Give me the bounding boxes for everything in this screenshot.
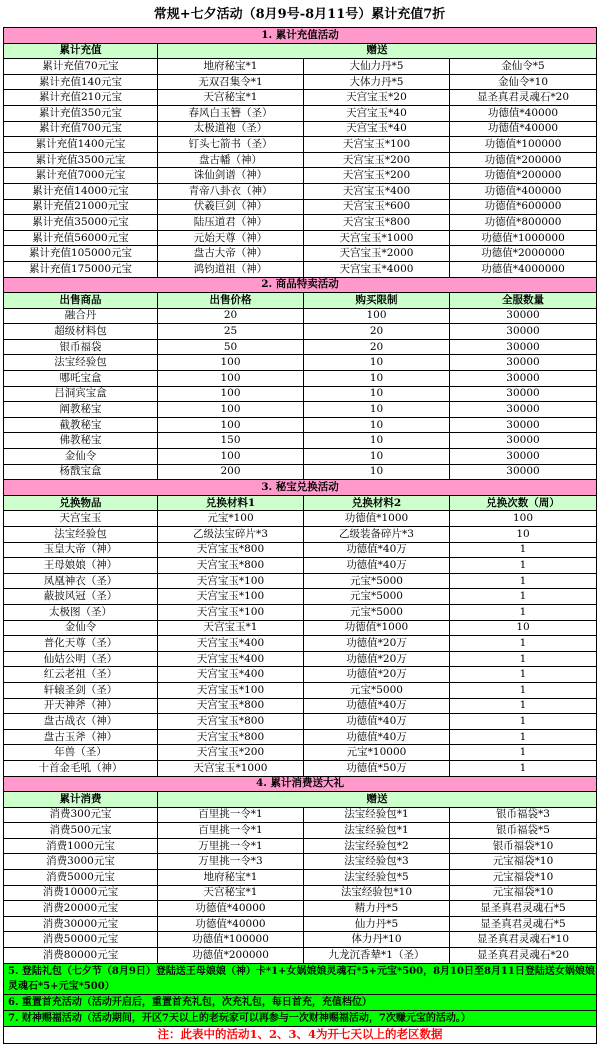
table-row	[4, 901, 597, 917]
table-row	[4, 558, 597, 574]
table-cell: 天宫宝玉*800	[304, 215, 450, 231]
table-cell: 功德值*40万	[304, 558, 450, 574]
table-cell: 天宫宝玉*600	[304, 199, 450, 215]
table-cell: 1	[450, 651, 597, 667]
table-cell: 年兽（圣）	[4, 745, 158, 761]
table-cell: 普化天尊（圣）	[4, 636, 158, 652]
section-title: 1. 累计充值活动	[4, 28, 597, 44]
table-cell: 天宫宝玉*20	[304, 90, 450, 106]
column-header: 出售价格	[158, 293, 304, 309]
table-cell: 吕洞宾宝盒	[4, 386, 158, 402]
table-cell: 25	[158, 324, 304, 340]
column-header: 兑换物品	[4, 495, 158, 511]
table-cell: 天宫宝玉*40	[304, 105, 450, 121]
table-row	[4, 402, 597, 418]
table-cell: 累计充值14000元宝	[4, 183, 158, 199]
table-cell: 10	[450, 527, 597, 543]
table-cell: 盘古玉斧（神）	[4, 729, 158, 745]
table-cell: 100	[304, 308, 450, 324]
table-cell: 30000	[450, 417, 597, 433]
table-cell: 30000	[450, 386, 597, 402]
table-cell: 天宫秘宝*1	[158, 90, 304, 106]
table-cell: 天宫宝玉*100	[158, 682, 304, 698]
table-cell: 显圣真君灵魂石*5	[450, 916, 597, 932]
table-cell: 功德值*20万	[304, 651, 450, 667]
table-cell: 功德值*400000	[450, 183, 597, 199]
table-cell: 凤凰神衣（圣）	[4, 573, 158, 589]
table-cell: 天宫宝玉*800	[158, 698, 304, 714]
table-cell: 10	[304, 433, 450, 449]
table-cell: 万里挑一令*3	[158, 854, 304, 870]
table-row	[4, 137, 597, 153]
table-cell: 佛教秘宝	[4, 433, 158, 449]
section-2-title-row	[4, 277, 597, 293]
table-row	[4, 932, 597, 948]
table-cell: 太极图（圣）	[4, 604, 158, 620]
table-cell: 大仙力丹*5	[304, 59, 450, 75]
table-cell: 天宫秘宝*1	[158, 885, 304, 901]
table-cell: 累计充值700元宝	[4, 121, 158, 137]
table-cell: 截教秘宝	[4, 417, 158, 433]
table-row	[4, 433, 597, 449]
table-row	[4, 714, 597, 730]
table-row	[4, 105, 597, 121]
table-cell: 消费300元宝	[4, 807, 158, 823]
table-cell: 功德值*40000	[158, 901, 304, 917]
section-3-header-row	[4, 495, 597, 511]
table-cell: 150	[158, 433, 304, 449]
table-row	[4, 542, 597, 558]
table-row	[4, 246, 597, 262]
table-cell: 天宫宝玉*800	[158, 542, 304, 558]
table-cell: 功德值*40000	[450, 121, 597, 137]
column-header: 兑换材料1	[158, 495, 304, 511]
table-cell: 法宝经验包*10	[304, 885, 450, 901]
table-row	[4, 527, 597, 543]
table-row	[4, 355, 597, 371]
table-cell: 1	[450, 729, 597, 745]
note-row	[4, 1026, 597, 1043]
table-cell: 消费1000元宝	[4, 838, 158, 854]
table-cell: 累计充值7000元宝	[4, 168, 158, 184]
table-row	[4, 948, 597, 964]
table-cell: 1	[450, 636, 597, 652]
table-cell: 诛仙剑谱（神）	[158, 168, 304, 184]
table-cell: 天宫宝玉*400	[304, 183, 450, 199]
table-cell: 天宫宝玉*1000	[304, 230, 450, 246]
table-cell: 仙力丹*5	[304, 916, 450, 932]
table-cell: 30000	[450, 433, 597, 449]
table-cell: 累计充值21000元宝	[4, 199, 158, 215]
table-cell: 30000	[450, 355, 597, 371]
table-cell: 天宫宝玉*800	[158, 729, 304, 745]
table-cell: 陆压道君（神）	[158, 215, 304, 231]
section-5-login-gift-row	[4, 963, 597, 994]
table-cell: 1	[450, 542, 597, 558]
table-cell: 法宝经验包*1	[304, 823, 450, 839]
table-row	[4, 823, 597, 839]
table-row	[4, 651, 597, 667]
column-header: 全服数量	[450, 293, 597, 309]
table-cell: 元宝福袋*10	[450, 854, 597, 870]
promo-text: 6. 重置首充活动（活动开启后，重置首充礼包，次充礼包，每日首充，充值档位）	[4, 994, 597, 1010]
table-cell: 超级材料包	[4, 324, 158, 340]
table-cell: 玉皇大帝（神）	[4, 542, 158, 558]
promo-text: 7. 财神赐福活动（活动期间，开区7天以上的老玩家可以再参与一次财神赐福活动，7次赚元宝的活动。）	[4, 1010, 597, 1026]
table-cell: 10	[304, 417, 450, 433]
table-cell: 银币福袋	[4, 339, 158, 355]
table-cell: 功德值*100000	[450, 137, 597, 153]
table-cell: 功德值*1000	[304, 620, 450, 636]
table-cell: 大体力丹*5	[304, 74, 450, 90]
table-cell: 伏羲巨剑（神）	[158, 199, 304, 215]
table-cell: 盘古大帝（神）	[158, 246, 304, 262]
table-cell: 功德值*20万	[304, 636, 450, 652]
table-cell: 天宫宝玉*100	[158, 589, 304, 605]
table-cell: 金仙令	[4, 449, 158, 465]
table-cell: 1	[450, 714, 597, 730]
table-cell: 30000	[450, 308, 597, 324]
table-cell: 10	[304, 464, 450, 480]
table-cell: 天宫宝玉*800	[158, 714, 304, 730]
table-row	[4, 464, 597, 480]
table-cell: 20	[304, 324, 450, 340]
table-row	[4, 371, 597, 387]
table-cell: 1	[450, 760, 597, 776]
table-cell: 天宫宝玉*100	[158, 573, 304, 589]
table-row	[4, 807, 597, 823]
table-cell: 100	[158, 386, 304, 402]
table-cell: 功德值*600000	[450, 199, 597, 215]
table-cell: 功德值*40万	[304, 698, 450, 714]
table-cell: 哪吒宝盒	[4, 371, 158, 387]
table-cell: 银币福袋*3	[450, 807, 597, 823]
table-cell: 元宝*5000	[304, 682, 450, 698]
table-row	[4, 386, 597, 402]
table-row	[4, 449, 597, 465]
table-row	[4, 870, 597, 886]
table-cell: 显圣真君灵魂石*20	[450, 948, 597, 964]
table-cell: 消费5000元宝	[4, 870, 158, 886]
table-cell: 青帝八卦衣（神）	[158, 183, 304, 199]
table-cell: 元宝*10000	[304, 745, 450, 761]
section-title: 3. 秘宝兑换活动	[4, 480, 597, 496]
table-row	[4, 168, 597, 184]
table-row	[4, 636, 597, 652]
table-cell: 累计充值70元宝	[4, 59, 158, 75]
table-cell: 10	[304, 371, 450, 387]
table-cell: 100	[158, 449, 304, 465]
activity-table	[3, 27, 597, 1044]
column-header: 兑换材料2	[304, 495, 450, 511]
table-cell: 天宫宝玉*1	[158, 620, 304, 636]
table-cell: 法宝经验包*3	[304, 854, 450, 870]
table-cell: 功德值*800000	[450, 215, 597, 231]
table-row	[4, 215, 597, 231]
table-cell: 消费30000元宝	[4, 916, 158, 932]
table-cell: 轩辕圣剑（圣）	[4, 682, 158, 698]
table-cell: 元宝福袋*10	[450, 885, 597, 901]
table-cell: 天宫宝玉*400	[158, 636, 304, 652]
table-cell: 体力丹*10	[304, 932, 450, 948]
table-cell: 30000	[450, 339, 597, 355]
table-cell: 元宝*100	[158, 511, 304, 527]
table-cell: 精力丹*5	[304, 901, 450, 917]
table-cell: 20	[304, 339, 450, 355]
table-cell: 乙级装备碎片*3	[304, 527, 450, 543]
section-title: 2. 商品特卖活动	[4, 277, 597, 293]
table-row	[4, 183, 597, 199]
section-7-fortune-row	[4, 1010, 597, 1026]
table-cell: 消费10000元宝	[4, 885, 158, 901]
table-cell: 法宝经验包*5	[304, 870, 450, 886]
table-cell: 30000	[450, 464, 597, 480]
table-cell: 累计充值56000元宝	[4, 230, 158, 246]
table-row	[4, 417, 597, 433]
table-cell: 显圣真君灵魂石*20	[450, 90, 597, 106]
table-cell: 功德值*20万	[304, 667, 450, 683]
table-cell: 功德值*50万	[304, 760, 450, 776]
table-cell: 功德值*100000	[158, 932, 304, 948]
table-row	[4, 854, 597, 870]
table-cell: 累计充值105000元宝	[4, 246, 158, 262]
table-cell: 九龙沉香辇*1（圣）	[304, 948, 450, 964]
table-cell: 10	[304, 355, 450, 371]
section-2-header-row	[4, 293, 597, 309]
table-cell: 200	[158, 464, 304, 480]
table-cell: 10	[304, 386, 450, 402]
table-cell: 仙姑公明（圣）	[4, 651, 158, 667]
table-cell: 法宝经验包	[4, 355, 158, 371]
table-row	[4, 698, 597, 714]
table-cell: 30000	[450, 371, 597, 387]
table-cell: 万里挑一令*1	[158, 838, 304, 854]
table-cell: 30000	[450, 402, 597, 418]
table-cell: 累计充值1400元宝	[4, 137, 158, 153]
table-row	[4, 90, 597, 106]
table-cell: 功德值*200000	[450, 168, 597, 184]
table-row	[4, 199, 597, 215]
table-row	[4, 59, 597, 75]
table-row	[4, 74, 597, 90]
table-row	[4, 339, 597, 355]
table-row	[4, 604, 597, 620]
table-cell: 天宫宝玉	[4, 511, 158, 527]
table-cell: 元宝*5000	[304, 604, 450, 620]
section-6-first-recharge-row	[4, 994, 597, 1010]
table-row	[4, 121, 597, 137]
table-cell: 消费20000元宝	[4, 901, 158, 917]
table-cell: 消费50000元宝	[4, 932, 158, 948]
table-cell: 累计充值210元宝	[4, 90, 158, 106]
table-cell: 百里挑一令*1	[158, 823, 304, 839]
table-cell: 开天神斧（神）	[4, 698, 158, 714]
table-cell: 消费3000元宝	[4, 854, 158, 870]
table-row	[4, 620, 597, 636]
table-cell: 王母娘娘（神）	[4, 558, 158, 574]
table-cell: 天宫宝玉*800	[158, 558, 304, 574]
table-cell: 功德值*40000	[158, 916, 304, 932]
table-cell: 十首金毛吼（神）	[4, 760, 158, 776]
table-row	[4, 745, 597, 761]
table-cell: 累计充值35000元宝	[4, 215, 158, 231]
footnote: 注：此表中的活动1、2、3、4为开七天以上的老区数据	[4, 1026, 597, 1043]
table-cell: 天宫宝玉*100	[158, 604, 304, 620]
table-row	[4, 760, 597, 776]
table-row	[4, 589, 597, 605]
table-cell: 天宫宝玉*400	[158, 651, 304, 667]
table-cell: 20	[158, 308, 304, 324]
table-cell: 1	[450, 558, 597, 574]
table-cell: 1	[450, 589, 597, 605]
table-cell: 蔽披风冠（圣）	[4, 589, 158, 605]
table-cell: 100	[450, 511, 597, 527]
table-cell: 元宝*5000	[304, 573, 450, 589]
column-header: 累计消费	[4, 792, 158, 808]
table-row	[4, 230, 597, 246]
table-cell: 地府秘宝*1	[158, 870, 304, 886]
table-cell: 天宫宝玉*40	[304, 121, 450, 137]
table-cell: 1	[450, 682, 597, 698]
table-row	[4, 916, 597, 932]
table-cell: 累计充值140元宝	[4, 74, 158, 90]
table-row	[4, 324, 597, 340]
table-cell: 1	[450, 745, 597, 761]
table-cell: 10	[304, 402, 450, 418]
table-cell: 天宫宝玉*100	[304, 137, 450, 153]
table-cell: 天宫宝玉*200	[304, 168, 450, 184]
table-cell: 功德值*40000	[450, 105, 597, 121]
table-cell: 累计充值3500元宝	[4, 152, 158, 168]
table-cell: 天宫宝玉*1000	[158, 760, 304, 776]
column-header: 赠送	[158, 43, 597, 59]
section-title: 4. 累计消费送大礼	[4, 776, 597, 792]
table-cell: 1	[450, 604, 597, 620]
table-row	[4, 152, 597, 168]
table-cell: 乙级法宝碎片*3	[158, 527, 304, 543]
section-4-header-row	[4, 792, 597, 808]
table-cell: 功德值*1000000	[450, 230, 597, 246]
table-cell: 盘古战衣（神）	[4, 714, 158, 730]
table-row	[4, 667, 597, 683]
table-cell: 100	[158, 355, 304, 371]
table-cell: 显圣真君灵魂石*5	[450, 901, 597, 917]
table-cell: 100	[158, 417, 304, 433]
table-cell: 法宝经验包*2	[304, 838, 450, 854]
column-header: 赠送	[158, 792, 597, 808]
table-row	[4, 729, 597, 745]
section-1-title-row	[4, 28, 597, 44]
table-cell: 显圣真君灵魂石*10	[450, 932, 597, 948]
table-cell: 天宫宝玉*200	[304, 152, 450, 168]
table-cell: 元宝*5000	[304, 589, 450, 605]
table-cell: 元始天尊（神）	[158, 230, 304, 246]
column-header: 购买限制	[304, 293, 450, 309]
table-row	[4, 885, 597, 901]
table-cell: 1	[450, 573, 597, 589]
activity-sheet	[3, 3, 596, 1044]
table-cell: 30000	[450, 324, 597, 340]
table-cell: 盘古幡（神）	[158, 152, 304, 168]
section-3-title-row	[4, 480, 597, 496]
table-cell: 1	[450, 667, 597, 683]
promo-text: 5. 登陆礼包（七夕节（8月9日）登陆送王母娘娘（神）卡*1+女娲娘娘灵魂石*5+元宝*500，8月10日至8月11日登陆送女娲娘娘灵魂石*5+元宝*500）	[4, 963, 597, 994]
table-cell: 杨戬宝盒	[4, 464, 158, 480]
table-row	[4, 308, 597, 324]
table-cell: 融合丹	[4, 308, 158, 324]
table-cell: 100	[158, 371, 304, 387]
table-cell: 金仙令*10	[450, 74, 597, 90]
table-cell: 10	[304, 449, 450, 465]
column-header: 累计充值	[4, 43, 158, 59]
table-cell: 功德值*200000	[450, 152, 597, 168]
table-cell: 功德值*1000	[304, 511, 450, 527]
table-row	[4, 838, 597, 854]
table-row	[4, 573, 597, 589]
table-cell: 金仙令	[4, 620, 158, 636]
table-cell: 30000	[450, 449, 597, 465]
table-row	[4, 682, 597, 698]
table-cell: 天宫宝玉*400	[158, 667, 304, 683]
section-1-header-row	[4, 43, 597, 59]
table-cell: 元宝福袋*10	[450, 870, 597, 886]
table-cell: 法宝经验包*1	[304, 807, 450, 823]
table-cell: 天宫宝玉*200	[158, 745, 304, 761]
column-header: 出售商品	[4, 293, 158, 309]
column-header: 兑换次数（周）	[450, 495, 597, 511]
page-title: 常规+七夕活动（8月9号-8月11号）累计充值7折	[153, 7, 446, 22]
table-cell: 功德值*40万	[304, 714, 450, 730]
table-cell: 1	[450, 698, 597, 714]
table-cell: 无双召集令*1	[158, 74, 304, 90]
section-4-title-row	[4, 776, 597, 792]
table-cell: 钉头七箭书（圣）	[158, 137, 304, 153]
table-cell: 消费500元宝	[4, 823, 158, 839]
table-cell: 功德值*2000000	[450, 246, 597, 262]
table-cell: 阐教秘宝	[4, 402, 158, 418]
table-cell: 功德值*4000000	[450, 261, 597, 277]
table-cell: 银币福袋*10	[450, 838, 597, 854]
table-cell: 春风白玉簪（圣）	[158, 105, 304, 121]
table-cell: 功德值*40万	[304, 542, 450, 558]
table-cell: 百里挑一令*1	[158, 807, 304, 823]
table-cell: 天宫宝玉*2000	[304, 246, 450, 262]
table-cell: 金仙令*5	[450, 59, 597, 75]
table-cell: 功德值*40万	[304, 729, 450, 745]
table-cell: 50	[158, 339, 304, 355]
table-cell: 法宝经验包	[4, 527, 158, 543]
table-cell: 银币福袋*5	[450, 823, 597, 839]
table-cell: 太极道袍（圣）	[158, 121, 304, 137]
table-cell: 消费80000元宝	[4, 948, 158, 964]
table-cell: 10	[450, 620, 597, 636]
table-cell: 累计充值350元宝	[4, 105, 158, 121]
table-cell: 天宫宝玉*4000	[304, 261, 450, 277]
table-row	[4, 511, 597, 527]
table-cell: 地府秘宝*1	[158, 59, 304, 75]
table-cell: 累计充值175000元宝	[4, 261, 158, 277]
table-row	[4, 261, 597, 277]
table-cell: 100	[158, 402, 304, 418]
table-cell: 红云老祖（圣）	[4, 667, 158, 683]
table-cell: 功德值*200000	[158, 948, 304, 964]
table-cell: 鸿钧道祖（神）	[158, 261, 304, 277]
